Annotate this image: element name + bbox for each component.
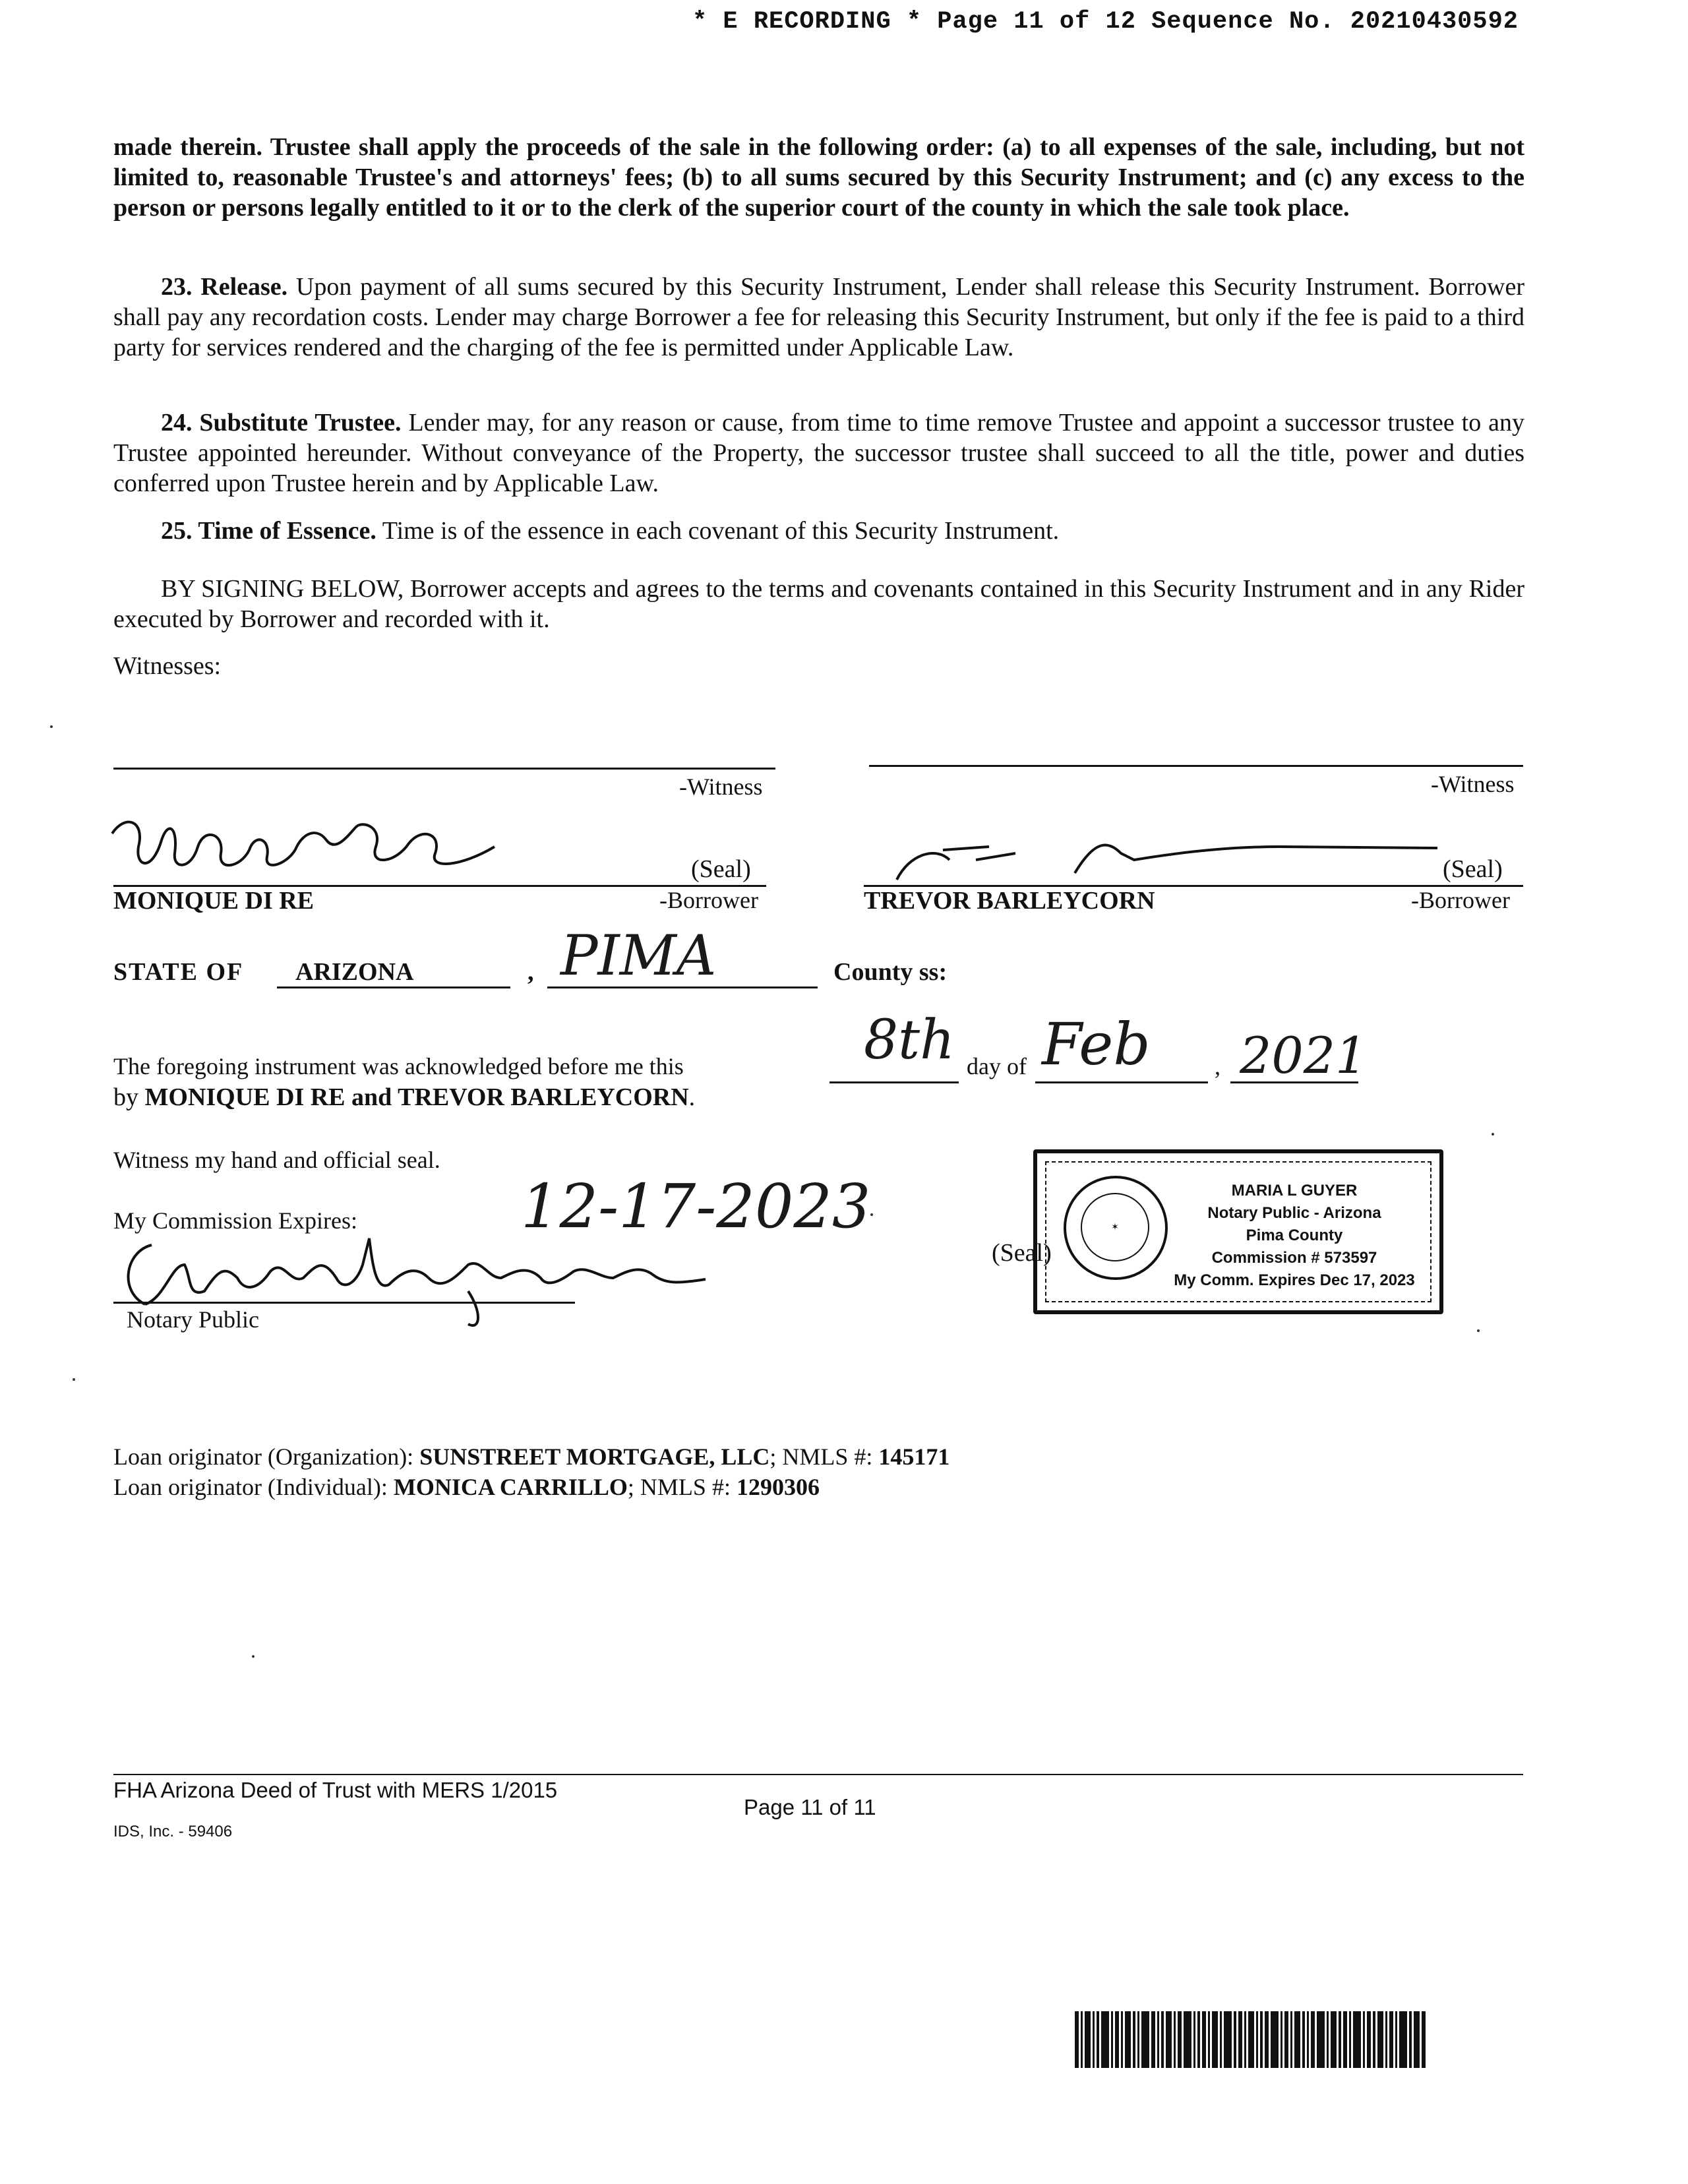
scan-speck bbox=[73, 1378, 75, 1381]
org-label: Loan originator (Organization): bbox=[113, 1443, 414, 1470]
loan-originator-org bbox=[113, 1443, 950, 1471]
witness-label-left: -Witness bbox=[679, 774, 763, 800]
notary-stamp-text bbox=[1162, 1180, 1426, 1292]
barcode-bar bbox=[1184, 2011, 1191, 2068]
barcode-bar bbox=[1311, 2011, 1315, 2068]
barcode-bar bbox=[1075, 2011, 1079, 2068]
scan-speck bbox=[1477, 1329, 1480, 1332]
state-comma: , bbox=[528, 958, 534, 986]
barcode-bar bbox=[1101, 2011, 1109, 2068]
barcode-bar bbox=[1339, 2011, 1341, 2068]
witness-line-left bbox=[113, 768, 775, 770]
barcode-bar bbox=[1343, 2011, 1347, 2068]
section-25-text: Time is of the essence in each covenant of this Security Instrument. bbox=[382, 517, 1060, 545]
org-nmls: 145171 bbox=[878, 1443, 950, 1470]
barcode-bar bbox=[1161, 2011, 1164, 2068]
barcode-bar bbox=[1166, 2011, 1172, 2068]
barcode-bar bbox=[1302, 2011, 1305, 2068]
barcode-bar bbox=[1115, 2011, 1119, 2068]
barcode-bar bbox=[1097, 2011, 1099, 2068]
barcode-bar bbox=[1208, 2011, 1210, 2068]
barcode-bar bbox=[1174, 2011, 1176, 2068]
barcode-bar bbox=[1248, 2011, 1254, 2068]
notary-stamp bbox=[1033, 1149, 1443, 1314]
barcode bbox=[1075, 2011, 1523, 2068]
footer-page: Page 11 of 11 bbox=[744, 1795, 876, 1819]
org-nmls-label: ; NMLS #: bbox=[769, 1443, 873, 1470]
barcode-bar bbox=[1353, 2011, 1361, 2068]
section-24-substitute-trustee bbox=[113, 408, 1524, 499]
year-line bbox=[1230, 1081, 1358, 1083]
day-of-label: day of bbox=[967, 1053, 1027, 1079]
ind-label: Loan originator (Individual): bbox=[113, 1474, 388, 1500]
loan-originator-individual bbox=[113, 1473, 820, 1501]
signing-statement: BY SIGNING BELOW, Borrower accepts and agrees to the terms and covenants contained in this Security Instrument and in any Rider executed by Borrower and recorded with it. bbox=[113, 575, 1524, 633]
barcode-bar bbox=[1349, 2011, 1351, 2068]
commission-expires-handwritten: 12-17-2023 bbox=[521, 1171, 871, 1242]
barcode-bar bbox=[1085, 2011, 1091, 2068]
barcode-bar bbox=[1409, 2011, 1412, 2068]
barcode-bar bbox=[1137, 2011, 1139, 2068]
barcode-bar bbox=[1265, 2011, 1269, 2068]
borrower-2-seal: (Seal) bbox=[1443, 855, 1503, 883]
barcode-bar bbox=[1133, 2011, 1135, 2068]
notary-seal-label: (Seal) bbox=[992, 1239, 1052, 1267]
barcode-bar bbox=[1093, 2011, 1095, 2068]
footer-rule bbox=[113, 1774, 1523, 1775]
section-24-heading: 24. Substitute Trustee. bbox=[161, 409, 402, 437]
borrower-2-name: TREVOR BARLEYCORN bbox=[864, 887, 1155, 915]
state-value: ARIZONA bbox=[295, 958, 414, 986]
barcode-bar bbox=[1363, 2011, 1365, 2068]
stamp-county: Pima County bbox=[1246, 1227, 1343, 1244]
barcode-bar bbox=[1414, 2011, 1420, 2068]
county-handwritten: PIMA bbox=[560, 923, 717, 988]
sale-proceeds-paragraph: made therein. Trustee shall apply the proceeds of the sale in the following order: (a) to all expenses of the sale, including, but not limited to, reasonable Trustee's and attorneys' fees; (b) to all sums secured by this Security Instrument; and (c) any excess to the person or persons legally entitled to it or to the clerk of the superior court of the county in which the sale took place. bbox=[113, 133, 1524, 222]
barcode-bar bbox=[1111, 2011, 1113, 2068]
stamp-name: MARIA L GUYER bbox=[1231, 1182, 1358, 1199]
stamp-expires: My Comm. Expires Dec 17, 2023 bbox=[1174, 1271, 1415, 1289]
borrower-1-name: MONIQUE DI RE bbox=[113, 887, 315, 915]
stamp-commission: Commission # 573597 bbox=[1211, 1249, 1377, 1267]
barcode-bar bbox=[1151, 2011, 1155, 2068]
acknowledged-text: The foregoing instrument was acknowledged before me this bbox=[113, 1053, 684, 1079]
barcode-bar bbox=[1367, 2011, 1371, 2068]
barcode-bar bbox=[1244, 2011, 1246, 2068]
barcode-bar bbox=[1294, 2011, 1300, 2068]
year-handwritten: 2021 bbox=[1240, 1026, 1368, 1085]
section-25-time-of-essence bbox=[113, 516, 1524, 546]
borrower-1-signature bbox=[99, 807, 521, 893]
barcode-bar bbox=[1389, 2011, 1393, 2068]
witness-hand-seal: Witness my hand and official seal. bbox=[113, 1147, 440, 1173]
barcode-bar bbox=[1212, 2011, 1218, 2068]
notary-line bbox=[113, 1302, 575, 1304]
by-label: by bbox=[113, 1083, 138, 1111]
section-23-heading: 23. Release. bbox=[161, 273, 288, 301]
great-seal-icon bbox=[1064, 1176, 1168, 1280]
org-name: SUNSTREET MORTGAGE, LLC bbox=[419, 1443, 770, 1470]
day-line bbox=[829, 1081, 959, 1083]
borrower-2-signature bbox=[857, 827, 1451, 893]
footer-form-name: FHA Arizona Deed of Trust with MERS 1/2015 bbox=[113, 1778, 558, 1802]
day-handwritten: 8th bbox=[864, 1009, 955, 1072]
section-24-text: Lender may, for any reason or cause, from time to time remove Trustee and appoint a successor trustee to any Trustee appointed hereunder. Without conveyance of the Property, the successor trustee shall succeed to all the title, power and duties conferred upon Trustee herein and by Applicable Law. bbox=[113, 409, 1525, 497]
ind-name: MONICA CARRILLO bbox=[393, 1474, 628, 1500]
year-comma: , bbox=[1215, 1053, 1221, 1079]
barcode-bar bbox=[1193, 2011, 1195, 2068]
barcode-bar bbox=[1271, 2011, 1279, 2068]
barcode-bar bbox=[1202, 2011, 1206, 2068]
barcode-bar bbox=[1317, 2011, 1325, 2068]
scan-speck bbox=[50, 725, 53, 728]
section-25-heading: 25. Time of Essence. bbox=[161, 517, 377, 545]
witness-label-right: -Witness bbox=[1431, 771, 1515, 797]
section-23-release bbox=[113, 272, 1524, 363]
barcode-bar bbox=[1377, 2011, 1383, 2068]
barcode-bar bbox=[1395, 2011, 1397, 2068]
barcode-bar bbox=[1385, 2011, 1387, 2068]
barcode-bar bbox=[1373, 2011, 1375, 2068]
barcode-bar bbox=[1256, 2011, 1258, 2068]
borrower-1-seal: (Seal) bbox=[691, 855, 751, 883]
footer-ids: IDS, Inc. - 59406 bbox=[113, 1823, 233, 1840]
barcode-bar bbox=[1327, 2011, 1329, 2068]
barcode-bar bbox=[1422, 2011, 1426, 2068]
witness-line-right bbox=[869, 765, 1523, 767]
barcode-bar bbox=[1290, 2011, 1292, 2068]
county-label: County ss: bbox=[833, 958, 948, 986]
barcode-bar bbox=[1331, 2011, 1337, 2068]
recording-header: * E RECORDING * Page 11 of 12 Sequence No. 20210430592 bbox=[692, 8, 1519, 36]
barcode-bar bbox=[1281, 2011, 1282, 2068]
barcode-bar bbox=[1220, 2011, 1222, 2068]
barcode-bar bbox=[1178, 2011, 1182, 2068]
barcode-bar bbox=[1157, 2011, 1159, 2068]
state-label: STATE OF bbox=[113, 958, 244, 986]
section-23-text: Upon payment of all sums secured by this Security Instrument, Lender shall release this Security Instrument. Borrower shall pay any recordation costs. Lender may charge Borrower a fee for releasing this Security Instrument, but only if the fee is paid to a third party for services rendered and the charging of the fee is permitted under Applicable Law. bbox=[113, 273, 1525, 361]
barcode-bar bbox=[1197, 2011, 1200, 2068]
commission-expires-label: My Commission Expires: bbox=[113, 1207, 358, 1234]
by-names: MONIQUE DI RE and TREVOR BARLEYCORN bbox=[144, 1083, 689, 1111]
barcode-bar bbox=[1121, 2011, 1123, 2068]
borrower-2-label: -Borrower bbox=[1411, 887, 1510, 913]
barcode-bar bbox=[1238, 2011, 1242, 2068]
by-line bbox=[113, 1083, 695, 1112]
scan-speck bbox=[1492, 1133, 1494, 1136]
barcode-bar bbox=[1234, 2011, 1236, 2068]
state-line bbox=[277, 986, 510, 988]
month-handwritten: Feb bbox=[1042, 1010, 1151, 1078]
barcode-bar bbox=[1081, 2011, 1083, 2068]
seal-center-icon: ✶ bbox=[1081, 1193, 1149, 1261]
ind-nmls-label: ; NMLS #: bbox=[627, 1474, 731, 1500]
barcode-bar bbox=[1125, 2011, 1131, 2068]
barcode-bar bbox=[1224, 2011, 1232, 2068]
barcode-bar bbox=[1307, 2011, 1309, 2068]
barcode-bar bbox=[1260, 2011, 1263, 2068]
month-line bbox=[1035, 1081, 1208, 1083]
notary-public-label: Notary Public bbox=[127, 1306, 259, 1333]
barcode-bar bbox=[1284, 2011, 1288, 2068]
county-line bbox=[547, 986, 818, 988]
barcode-bar bbox=[1399, 2011, 1407, 2068]
witnesses-label: Witnesses: bbox=[113, 652, 222, 680]
ind-nmls: 1290306 bbox=[736, 1474, 820, 1500]
barcode-bar bbox=[1141, 2011, 1149, 2068]
scan-speck bbox=[252, 1655, 255, 1658]
by-period: . bbox=[688, 1083, 696, 1111]
stamp-title: Notary Public - Arizona bbox=[1207, 1204, 1381, 1222]
scan-speck bbox=[870, 1213, 873, 1216]
borrower-1-label: -Borrower bbox=[659, 887, 758, 913]
